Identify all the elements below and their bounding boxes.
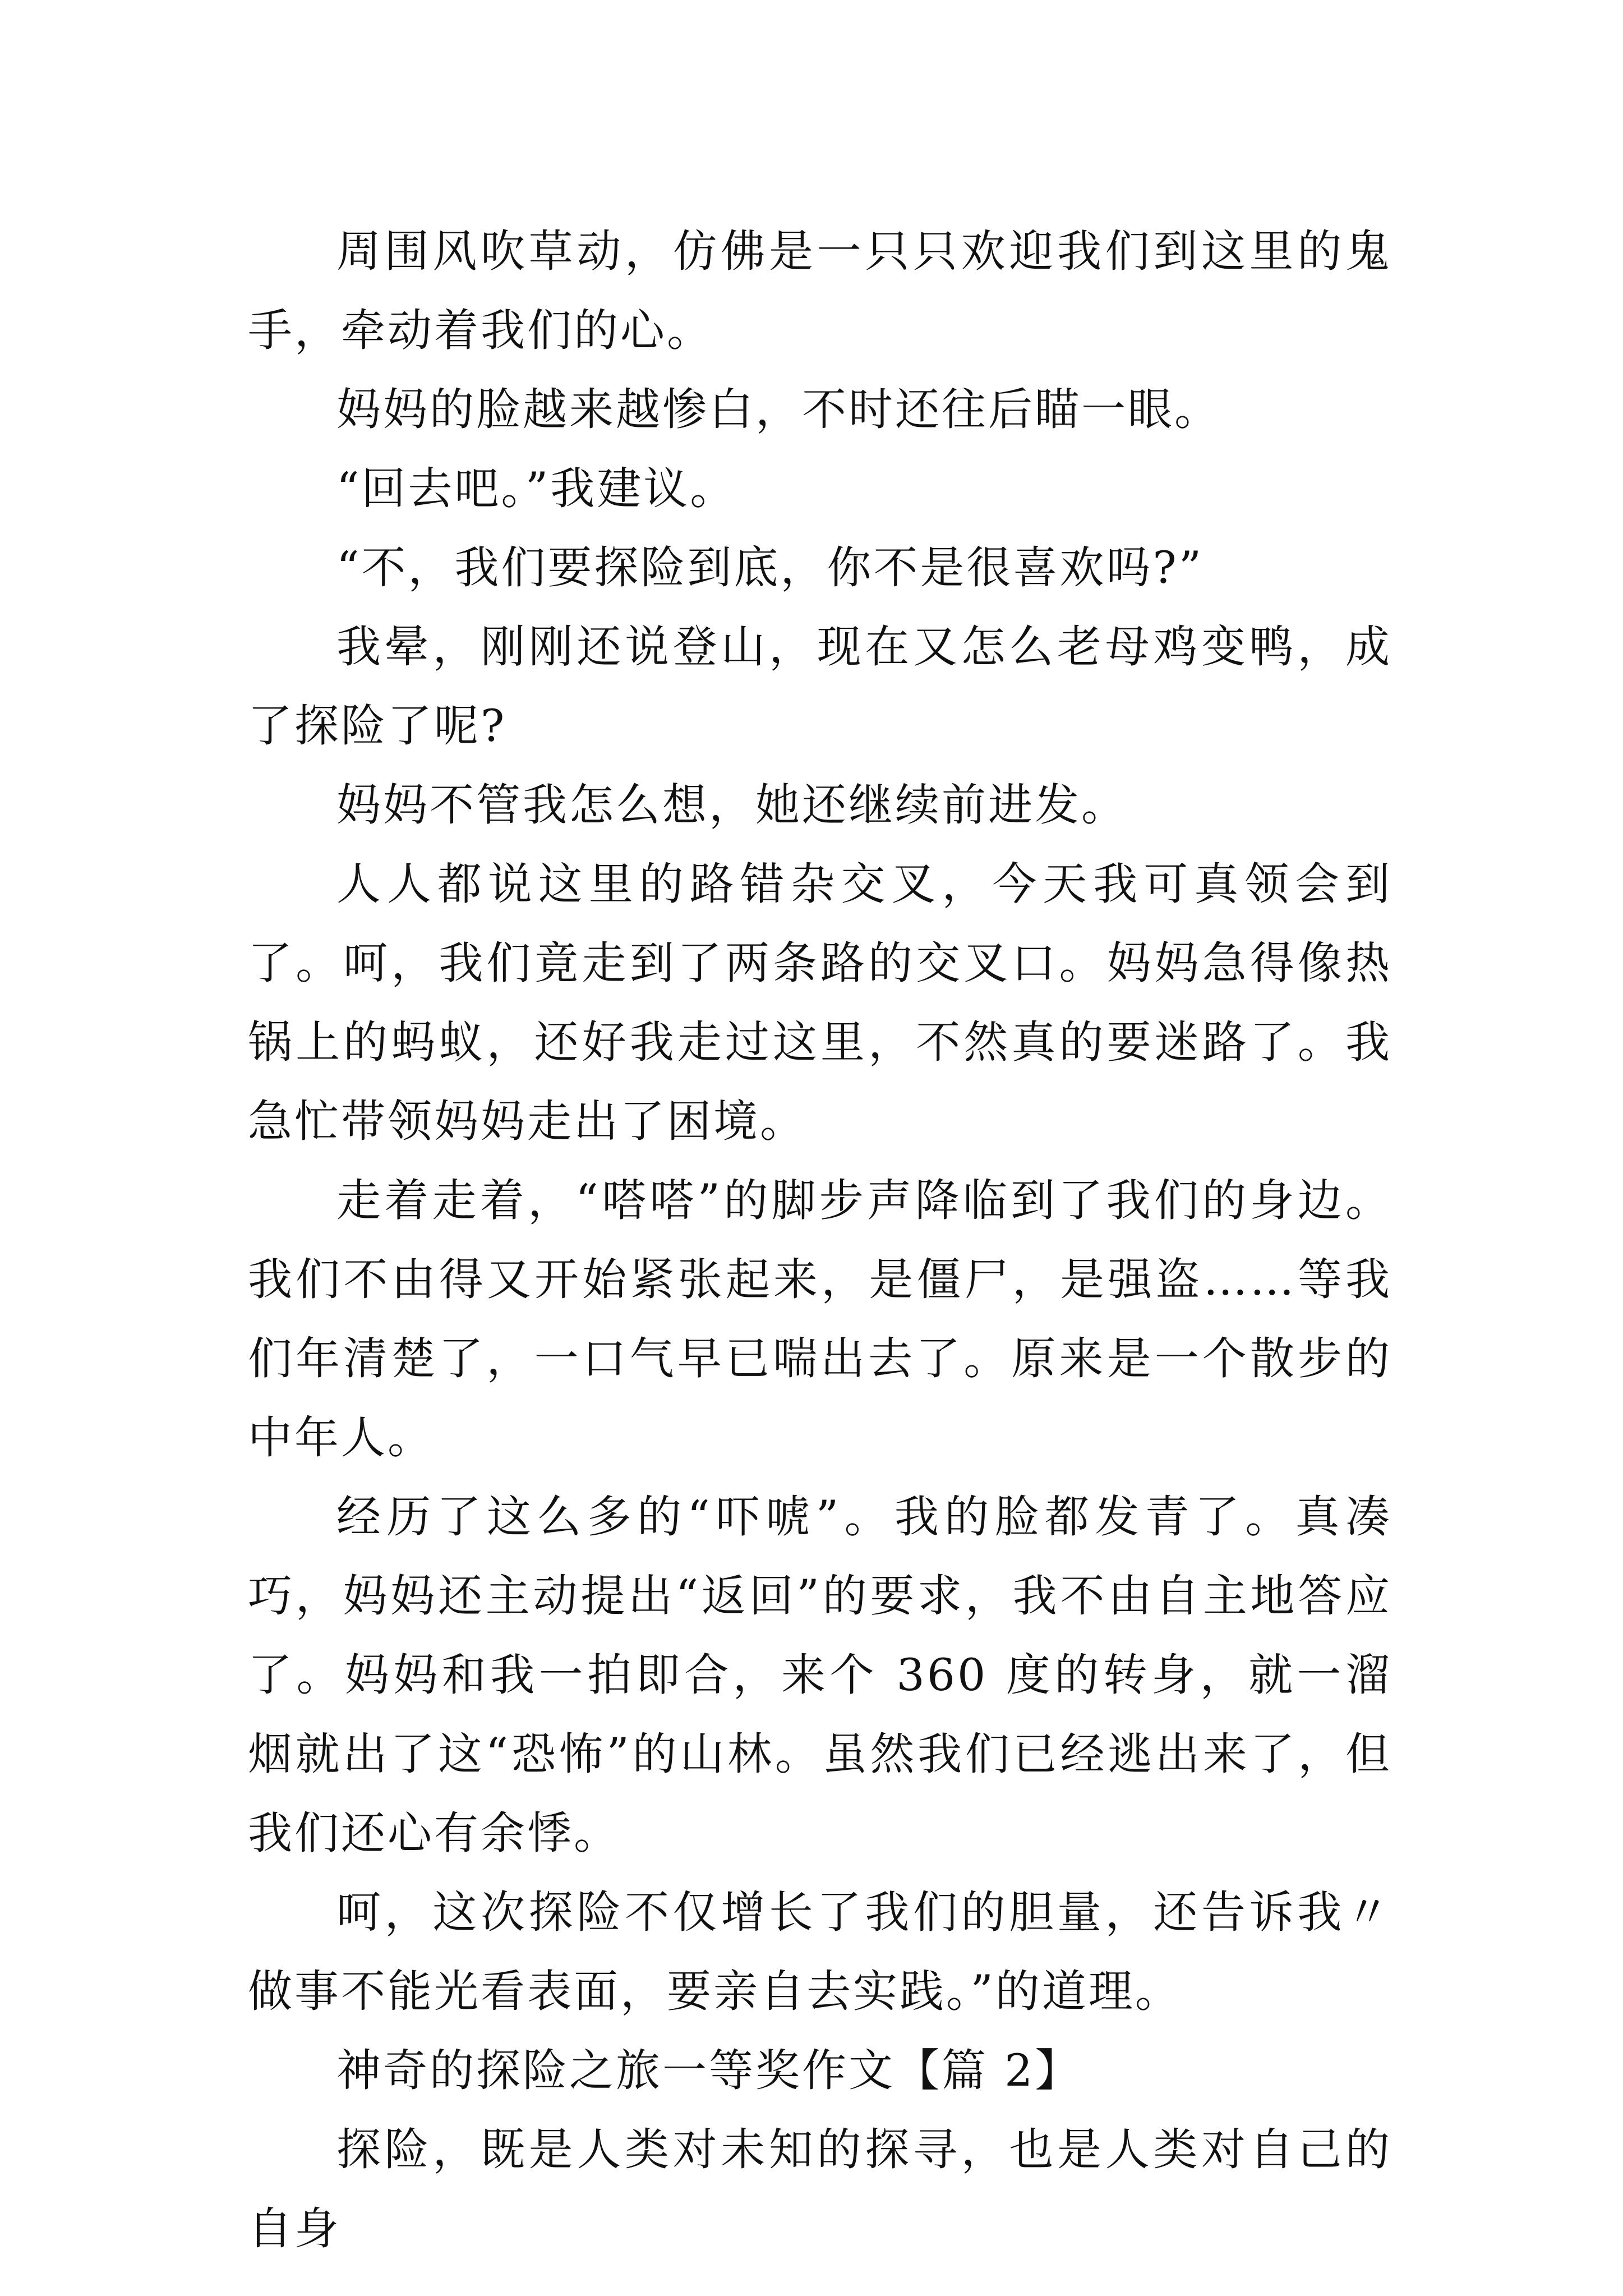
paragraph-2: 妈妈的脸越来越惨白，不时还往后瞄一眼。 xyxy=(336,384,1221,435)
paragraph-10: 呵，这次探险不仅增长了我们的胆量，还告诉我〃做事不能光看表面，要亲自去实践。”的道理。 xyxy=(248,1887,1392,2017)
paragraph-3: “回去吧。”我建议。 xyxy=(336,463,737,514)
paragraph-8: 走着走着，“嗒嗒”的脚步声降临到了我们的身边。我们不由得又开始紧张起来，是僵尸，是强盗……等我们年清楚了，一口气早已喘出去了。原来是一个散步的中年人。 xyxy=(248,1175,1392,1464)
section-heading: 神奇的探险之旅一等奖作文【篇 2】 xyxy=(336,2045,1082,2096)
paragraph-11: 探险，既是人类对未知的探寻，也是人类对自己的自身 xyxy=(248,2124,1392,2254)
paragraph-5: 我晕，刚刚还说登山，现在又怎么老母鸡变鸭，成了探险了呢? xyxy=(248,621,1392,752)
paragraph-1: 周围风吹草动，仿佛是一只只欢迎我们到这里的鬼手，牵动着我们的心。 xyxy=(248,226,1392,356)
paragraph-4: “不，我们要探险到底，你不是很喜欢吗?” xyxy=(336,542,1204,593)
paragraph-9: 经历了这么多的“吓唬”。我的脸都发青了。真凑巧，妈妈还主动提出“返回”的要求，我不由自主地答应了。妈妈和我一拍即合，来个 360 度的转身，就一溜烟就出了这“恐怖”的山林。虽然我们已经逃出来了，但我们还心有余悸。 xyxy=(248,1491,1392,1859)
paragraph-6: 妈妈不管我怎么想，她还继续前进发。 xyxy=(336,779,1128,831)
paragraph-7: 人人都说这里的路错杂交叉，今天我可真领会到了。呵，我们竟走到了两条路的交叉口。妈妈急得像热锅上的蚂蚁，还好我走过这里，不然真的要迷路了。我急忙带领妈妈走出了困境。 xyxy=(248,858,1392,1147)
essay-text xyxy=(248,212,1392,2269)
